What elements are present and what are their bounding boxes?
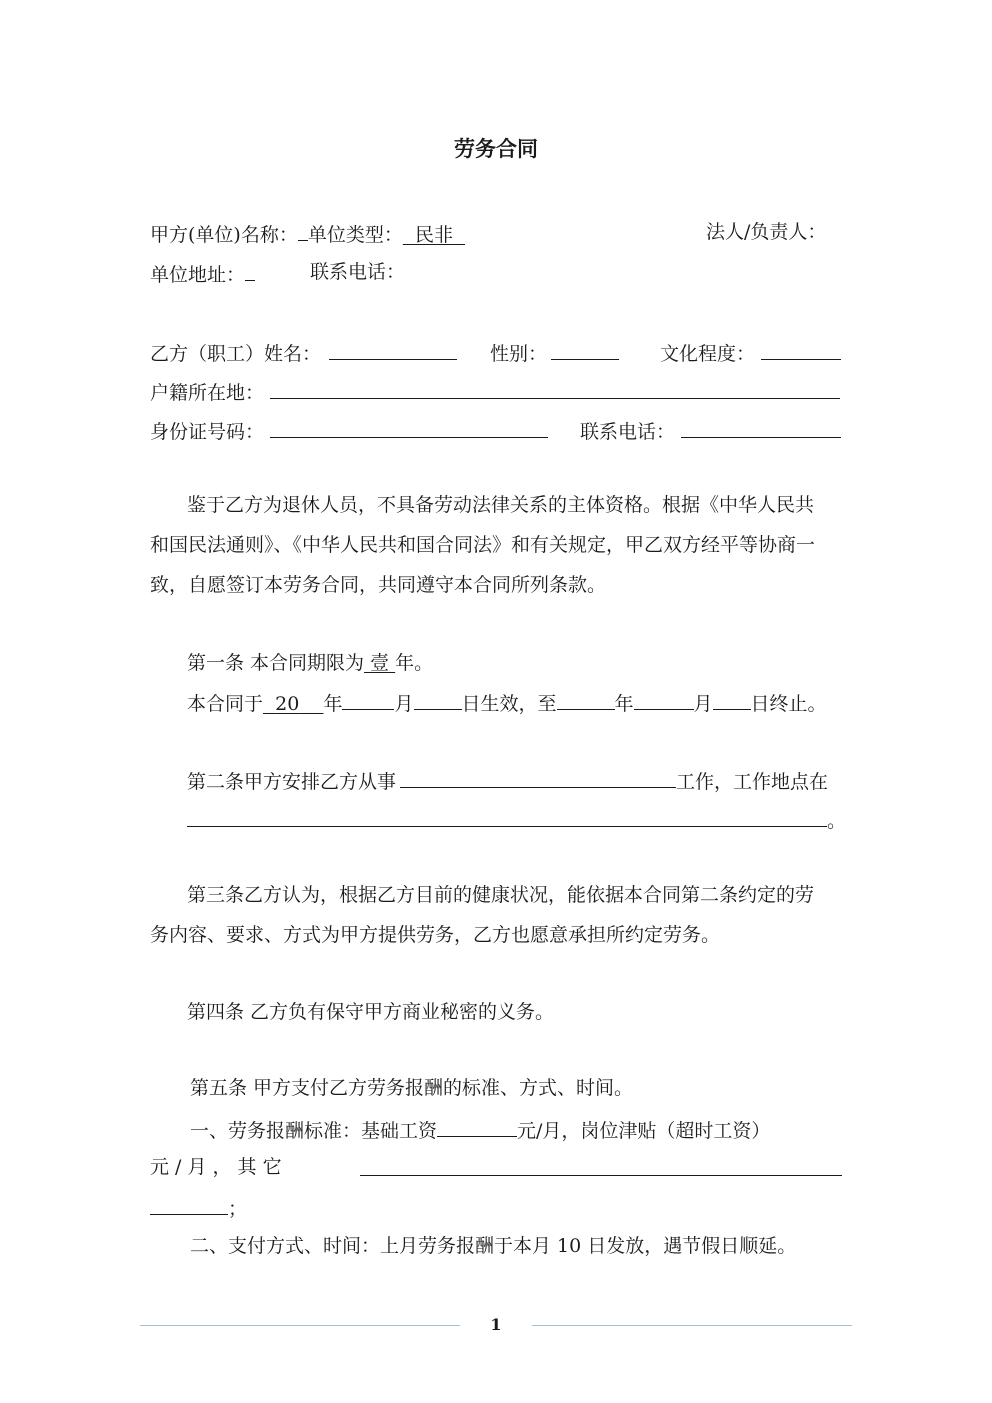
party-b-name-blank[interactable] — [329, 339, 457, 360]
year2-label: 年 — [614, 693, 634, 715]
article-5-item-1-line-2: 元 / 月 ， 其 它 — [150, 1156, 282, 1178]
party-b-education-blank[interactable] — [761, 339, 841, 360]
article-5-item-1-line-3 — [150, 1194, 247, 1221]
footer-divider-right — [532, 1325, 852, 1326]
item-1-end: ； — [228, 1198, 248, 1220]
preamble-line-3: 致，自愿签订本劳务合同，共同遵守本合同所列条款。 — [150, 574, 607, 596]
year-label: 年 — [323, 693, 343, 715]
party-a-address-label: 单位地址： — [150, 264, 246, 286]
party-b-household-label: 户籍所在地： — [150, 382, 265, 404]
other-blank[interactable] — [360, 1155, 842, 1176]
article-1-prefix: 第一条 本合同期限为 — [187, 652, 365, 674]
article-1-date-prefix: 本合同于 — [187, 693, 264, 715]
party-b-phone-row — [580, 417, 841, 444]
party-b-name-label: 乙方（职工）姓名： — [150, 343, 322, 365]
article-3-line-2: 务内容、要求、方式为甲方提供劳务，乙方也愿意承担所约定劳务。 — [150, 924, 721, 946]
party-b-id-label: 身份证号码： — [150, 421, 265, 443]
document-title: 劳务合同 — [454, 136, 538, 161]
party-b-gender-blank[interactable] — [551, 339, 619, 360]
party-a-type-label: 单位类型： — [307, 224, 403, 246]
party-a-name-blank[interactable] — [298, 220, 308, 241]
base-salary-blank[interactable] — [437, 1116, 517, 1137]
item-1-prefix: 一、劳务报酬标准：基础工资 — [190, 1120, 438, 1142]
work-location-blank[interactable] — [187, 806, 827, 827]
party-b-name-row — [150, 339, 457, 366]
party-a-address-row — [150, 260, 255, 287]
article-2-line-2 — [187, 806, 846, 833]
article-2-prefix: 第二条甲方安排乙方从事 — [187, 771, 397, 793]
party-b-education-row — [660, 339, 841, 366]
party-a-phone-label: 联系电话： — [310, 261, 406, 283]
party-b-education-label: 文化程度： — [660, 343, 756, 365]
party-a-address-blank[interactable] — [245, 260, 255, 281]
article-1-suffix: 年。 — [395, 652, 434, 674]
article-3-line-1: 第三条乙方认为，根据乙方目前的健康状况，能依据本合同第二条约定的劳 — [187, 884, 815, 906]
month2-label: 月 — [693, 693, 713, 715]
party-b-phone-blank[interactable] — [681, 417, 841, 438]
article-5-item-2: 二、支付方式、时间：上月劳务报酬于本月 10 日发放，遇节假日顺延。 — [190, 1235, 797, 1257]
work-content-blank[interactable] — [400, 767, 676, 788]
article-5-heading: 第五条 甲方支付乙方劳务报酬的标准、方式、时间。 — [190, 1077, 634, 1099]
preamble-line-2: 和国民法通则》、《中华人民共和国合同法》和有关规定，甲乙双方经平等协商一 — [150, 534, 816, 556]
item-1-mid: 元/月，岗位津贴（超时工资） — [517, 1120, 771, 1142]
start-day-blank[interactable] — [414, 689, 462, 710]
end-month-blank[interactable] — [634, 689, 694, 710]
start-year-field[interactable]: 20 — [275, 693, 300, 715]
page-number: 1 — [490, 1315, 502, 1334]
party-b-household-blank[interactable] — [270, 378, 840, 399]
article-5-item-1 — [190, 1116, 770, 1143]
party-a-type-value: 民非 — [414, 224, 453, 246]
party-a-name-row — [150, 220, 465, 247]
party-b-phone-label: 联系电话： — [580, 421, 676, 443]
article-1-dates — [187, 689, 827, 716]
start-month-blank[interactable] — [342, 689, 394, 710]
article-1-term-value: 壹 — [370, 652, 390, 674]
party-b-household-row — [150, 378, 840, 405]
article-4: 第四条 乙方负有保守甲方商业秘密的义务。 — [187, 1001, 555, 1023]
party-b-gender-label: 性别： — [490, 343, 548, 365]
party-b-gender-row — [490, 339, 619, 366]
article-2-end: 。 — [827, 810, 847, 832]
effective-label: 日生效，至 — [461, 693, 557, 715]
end-day-blank[interactable] — [713, 689, 751, 710]
party-a-legal-rep-label: 法人/负责人： — [706, 221, 827, 243]
article-1-term — [187, 651, 433, 675]
party-b-id-row — [150, 417, 548, 444]
end-label: 日终止。 — [750, 693, 827, 715]
end-year-blank[interactable] — [557, 689, 615, 710]
article-2-suffix: 工作，工作地点在 — [676, 771, 829, 793]
preamble-line-1: 鉴于乙方为退休人员，不具备劳动法律关系的主体资格。根据《中华人民共 — [187, 494, 815, 516]
party-a-name-label: 甲方(单位)名称： — [150, 224, 298, 246]
month-label: 月 — [394, 693, 414, 715]
article-2-line-1 — [187, 767, 828, 794]
other-blank-continued[interactable] — [150, 1194, 228, 1215]
other-blank-row — [360, 1155, 842, 1182]
party-b-id-blank[interactable] — [270, 417, 548, 438]
